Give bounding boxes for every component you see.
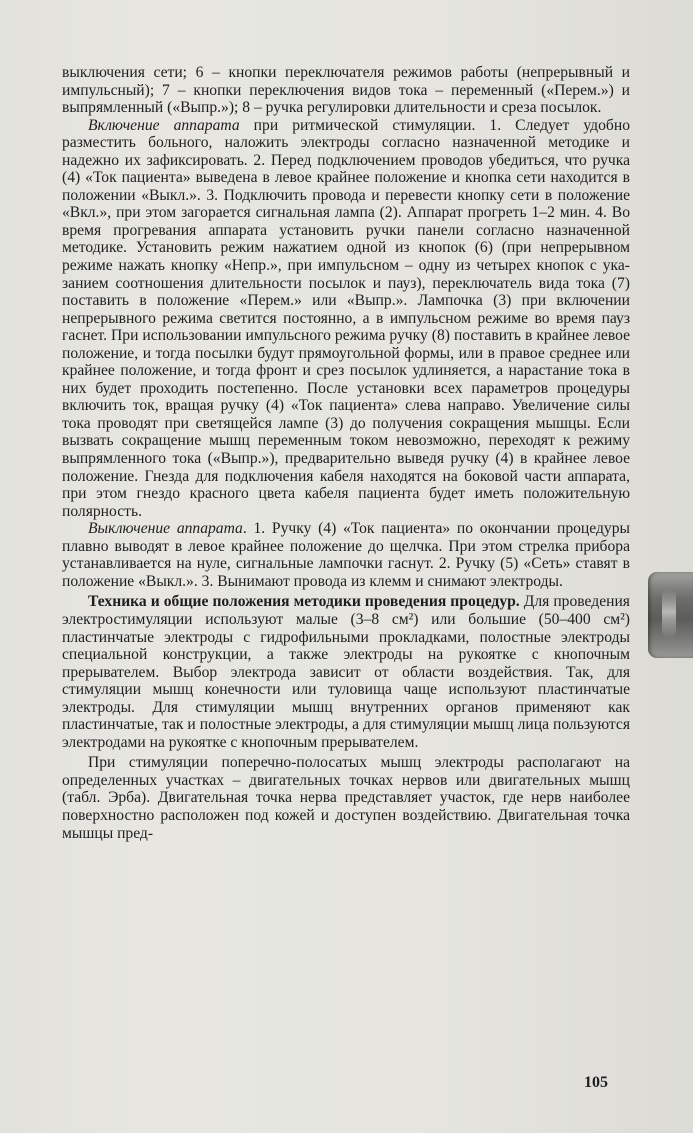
text-segment: . 1. Ручку (4) «Ток пациента» по окончании процедуры плавно выводят в левое крайнее положение до щелчка. При этом стрелка прибора устанавливается на нуле, сигнальные лампочки гаснут. 2. Ручку (5) «Сеть» ставят в положение «Выкл.». 3. Вынимают провода из клемм и снимают электроды. (62, 520, 630, 590)
paragraph-switching-on (62, 117, 630, 521)
text-segment: выключения сети; 6 – кнопки переключателя режимов работы (непрерывный и импульсный); 7 – кнопки переключения видов тока – переменный («Перем.») и выпрямленный («Выпр.»); 8 – ручка регулировки длительности и среза посылок. (62, 64, 630, 117)
page-text (62, 64, 630, 842)
italic-heading-switching-off: Выключение аппарата (88, 520, 243, 538)
bold-heading-technique: Техника и общие положения методики проведения процедур. (88, 593, 520, 611)
italic-heading-switching-on: Включение аппарата (88, 116, 240, 134)
page-edge-tab (648, 572, 693, 658)
text-segment: При стимуляции поперечно-полосатых мышц электроды располагают на определенных участках – двигательных точках нервов или двигательных мышц (табл. Эрба). Двигательная точка нерва представляет участок, где нерв наиболее поверхностно расположен под кожей и доступен воздействию. Двигательная точка мышцы пред- (62, 754, 630, 842)
paragraph-technique (62, 593, 630, 751)
paragraph-device-controls (62, 64, 630, 117)
paragraph-striated-muscles (62, 754, 630, 842)
text-segment: Для проведения электростимуляции используют малые (3–8 см²) или большие (50–400 см²) пластинчатые электроды с гидрофильными прокладками, полостные электроды специальной конструкции, а также электроды на рукоятке с кнопочным прерывателем. Выбор электрода зависит от области воздействия. Так, для стимуляции мышц конечности или туловища чаще используют пластинчатые электроды. Для стимуляции мышц внутренних органов применяют как пластинчатые, так и полостные электроды, а для стимуляции мышц лица пользуются электродами на рукоятке с кнопочным прерывателем. (62, 593, 630, 751)
paragraph-switching-off (62, 520, 630, 590)
page-number: 105 (584, 1074, 608, 1091)
text-segment: при ритмической стимуляции. 1. Следует удобно разместить больного, наложить электроды согласно назначенной методике и надежно их зафиксировать. 2. Перед подключением проводов убедиться, что ручка (4) «Ток пациента» выведена в левое крайнее положение и кнопка сети находится в положении «Выкл.». 3. Подключить провода и перевести кнопку сети в положение «Вкл.», при этом загорается сигнальная лампа (2). Аппарат прогреть 1–2 мин. 4. Во время прогревания аппарата установить ручки панели согласно назначенной методике. Установить режим нажатием одной из кнопок (6) (при непрерывном режиме нажать кнопку «Непр.», при импульсном – одну из четырех кнопок с указанием соотношения длительности посылок и пауз), переключатель вида тока (7) поставить в положение «Перем.» или «Выпр.». Лампочка (3) при включении непрерывного режима светится постоянно, а в импульсном режиме во время пауз гаснет. При использовании импульсного режима ручку (8) поставить в крайнее левое положение, и тогда посылки будут прямоугольной формы, или в правое среднее или крайнее положение, и тогда фронт и срез посылок удлиняется, а нарастание тока в них будет проходить постепенно. После установки всех параметров процедуры включить ток, вращая ручку (4) «Ток пациента» слева направо. Увеличение силы тока проводят при светящейся лампе (3) до получения сокращения мышцы. Если вызвать сокращение мышц переменным током невозможно, переходят к режиму выпрямленного тока («Выпр.»), предварительно выведя ручку (4) в крайнее левое положение. Гнезда для подключения кабеля находятся на боковой части аппарата, при этом гнездо красного цвета кабеля пациента будет иметь положительную полярность. (62, 116, 630, 520)
